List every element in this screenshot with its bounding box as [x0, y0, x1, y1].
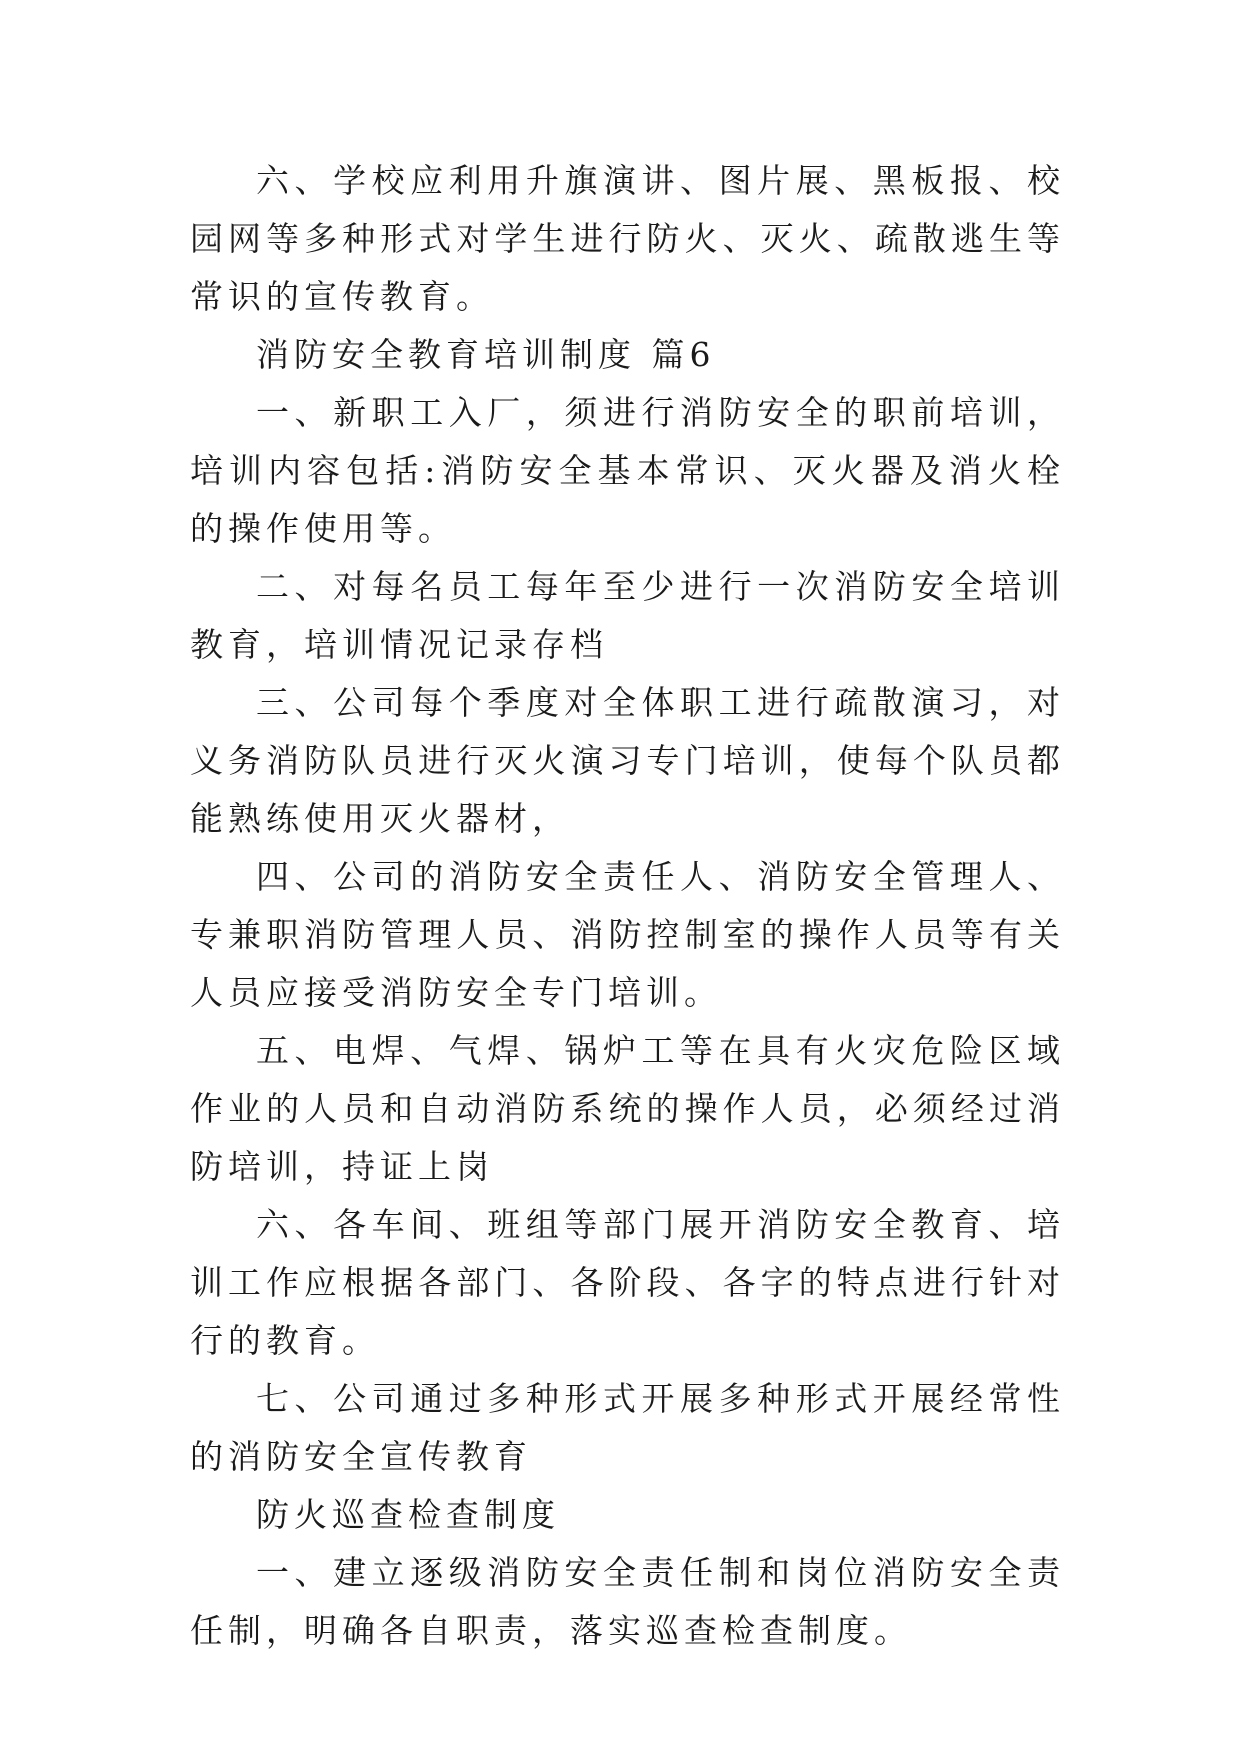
- section-heading-patrol-inspection: 防火巡查检查制度: [256, 1495, 560, 1534]
- section-heading-training-system: 消防安全教育培训制度 篇6: [256, 335, 716, 374]
- paragraph-responsible-persons-training: 四、公司的消防安全责任人、消防安全管理人、专兼职消防管理人员、消防控制室的操作人员等有关人员应接受消防安全专门培训。: [190, 857, 1065, 1012]
- paragraph-new-staff-training: 一、新职工入厂，须进行消防安全的职前培训，培训内容包括:消防安全基本常识、灭火器及消火栓的操作使用等。: [190, 393, 1065, 548]
- paragraph-department-education: 六、各车间、班组等部门展开消防安全教育、培训工作应根据各部门、各阶段、各字的特点进行针对行的教育。: [190, 1205, 1065, 1360]
- paragraph-responsibility-system: 一、建立逐级消防安全责任制和岗位消防安全责任制，明确各自职责，落实巡查检查制度。: [190, 1553, 1065, 1650]
- paragraph-regular-publicity: 七、公司通过多种形式开展多种形式开展经常性的消防安全宣传教育: [190, 1379, 1065, 1476]
- paragraph-quarterly-drill: 三、公司每个季度对全体职工进行疏散演习，对义务消防队员进行灭火演习专门培训，使每个队员都能熟练使用灭火器材，: [190, 683, 1065, 838]
- paragraph-certified-workers: 五、电焊、气焊、锅炉工等在具有火灾危险区域作业的人员和自动消防系统的操作人员，必须经过消防培训，持证上岗: [190, 1031, 1065, 1186]
- document-body: [190, 152, 1065, 1660]
- paragraph-school-fire-education: 六、学校应利用升旗演讲、图片展、黑板报、校园网等多种形式对学生进行防火、灭火、疏散逃生等常识的宣传教育。: [190, 161, 1065, 316]
- paragraph-annual-training: 二、对每名员工每年至少进行一次消防安全培训教育，培训情况记录存档: [190, 567, 1065, 664]
